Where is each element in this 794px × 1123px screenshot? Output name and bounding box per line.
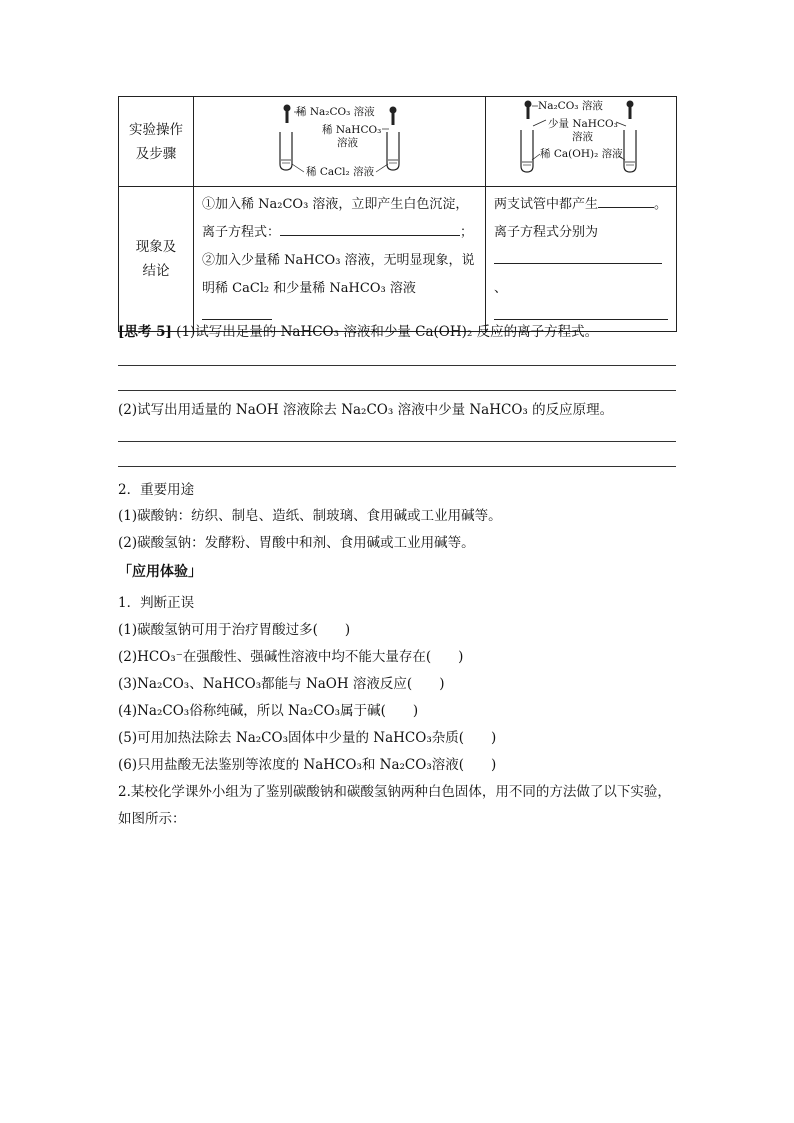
- right-diagram-cell: [486, 97, 677, 187]
- left-obs-line3: ②加入少量稀 NaHCO₃ 溶液，无明显现象，说: [202, 253, 475, 268]
- apply-q2-line1: 2.某校化学课外小组为了鉴别碳酸钠和碳酸氢钠两种白色固体，用不同的方法做了以下实验，: [118, 784, 671, 800]
- left-obs-line4: 明稀 CaCl₂ 和少量稀 NaHCO₃ 溶液: [202, 281, 416, 296]
- right-equation-blank-1[interactable]: [494, 249, 662, 264]
- right-obs-line1a: 两支试管中都产生: [494, 197, 599, 212]
- apply-q2-line2: 如图所示：: [118, 811, 186, 827]
- right-label-na2co3: Na₂CO₃ 溶液: [538, 99, 603, 112]
- think5-q1: (1)试写出足量的 NaHCO₃ 溶液和少量 Ca(OH)₂ 反应的离子方程式。: [176, 324, 599, 340]
- think5-q2: (2)试写出用适量的 NaOH 溶液除去 Na₂CO₃ 溶液中少量 NaHCO₃ 的反应原理。: [118, 402, 614, 418]
- left-conclusion-blank[interactable]: [202, 305, 272, 320]
- right-obs-line1b: 。: [654, 197, 668, 212]
- uses-item-2: (2)碳酸氢钠：发酵粉、胃酸中和剂、食用碱或工业用碱等。: [118, 535, 475, 551]
- apply-q1-title: 1．判断正误: [118, 595, 195, 611]
- left-label-na2co3: 稀 Na₂CO₃ 溶液: [296, 105, 375, 118]
- operation-header-cell: [119, 97, 194, 187]
- answer-line-1[interactable]: [118, 365, 676, 366]
- uses-title: 2．重要用途: [118, 482, 195, 498]
- phenomenon-header-line2: 结论: [142, 263, 170, 279]
- right-apparatus-diagram: [486, 98, 676, 186]
- left-ionic-equation-blank[interactable]: [280, 221, 460, 236]
- right-precipitate-blank[interactable]: [598, 193, 654, 208]
- right-obs-line3-row: [494, 247, 670, 303]
- right-equation-blank-2[interactable]: [494, 305, 668, 320]
- left-obs-line2-row: [202, 219, 479, 247]
- phenomenon-header-cell: [119, 187, 194, 332]
- right-obs-line2: 离子方程式分别为: [494, 225, 599, 240]
- right-label-nahco3-solution: 溶液: [572, 130, 593, 143]
- operation-header-line1: 实验操作: [129, 121, 183, 138]
- judge-item-6: (6)只用盐酸无法鉴别等浓度的 NaHCO₃和 Na₂CO₃溶液( ): [118, 757, 497, 773]
- think5-label: [思考 5]: [118, 324, 172, 340]
- judge-item-4: (4)Na₂CO₃俗称纯碱，所以 Na₂CO₃属于碱( ): [118, 703, 419, 719]
- judge-item-2: (2)HCO₃⁻在强酸性、强碱性溶液中均不能大量存在( ): [118, 649, 464, 665]
- right-label-nahco3: 少量 NaHCO₃: [548, 117, 618, 130]
- right-observation-cell: [486, 187, 677, 332]
- left-diagram-cell: [194, 97, 486, 187]
- right-obs-line3-end: 、: [494, 281, 508, 296]
- answer-line-3[interactable]: [118, 441, 676, 442]
- phenomenon-header-line1: 现象及: [135, 239, 177, 255]
- left-observation-cell: [194, 187, 486, 332]
- left-obs-line1: ①加入稀 Na₂CO₃ 溶液，立即产生白色沉淀，: [202, 197, 469, 212]
- right-obs-line1-row: [494, 191, 670, 219]
- experiment-table: [118, 96, 677, 332]
- think5-q1-row: [118, 320, 598, 340]
- right-label-caoh2: 稀 Ca(OH)₂ 溶液: [540, 147, 623, 160]
- left-label-nahco3-solution: 溶液: [337, 136, 358, 149]
- answer-line-2[interactable]: [118, 390, 676, 391]
- answer-line-4[interactable]: [118, 466, 676, 467]
- judge-item-5: (5)可用加热法除去 Na₂CO₃固体中少量的 NaHCO₃杂质( ): [118, 730, 497, 746]
- judge-item-3: (3)Na₂CO₃、NaHCO₃都能与 NaOH 溶液反应( ): [118, 676, 445, 692]
- left-label-nahco3: 稀 NaHCO₃: [322, 123, 382, 136]
- operation-header-line2: 及步骤: [135, 145, 177, 162]
- left-apparatus-diagram: [194, 98, 485, 186]
- left-obs-line2: 离子方程式：: [202, 225, 281, 240]
- judge-item-1: (1)碳酸氢钠可用于治疗胃酸过多( ): [118, 622, 351, 638]
- left-obs-line2-end: ；: [460, 225, 474, 240]
- uses-item-1: (1)碳酸钠：纺织、制皂、造纸、制玻璃、食用碱或工业用碱等。: [118, 508, 502, 524]
- apply-section-title: 「应用体验」: [118, 564, 202, 580]
- left-label-cacl2: 稀 CaCl₂ 溶液: [306, 165, 375, 178]
